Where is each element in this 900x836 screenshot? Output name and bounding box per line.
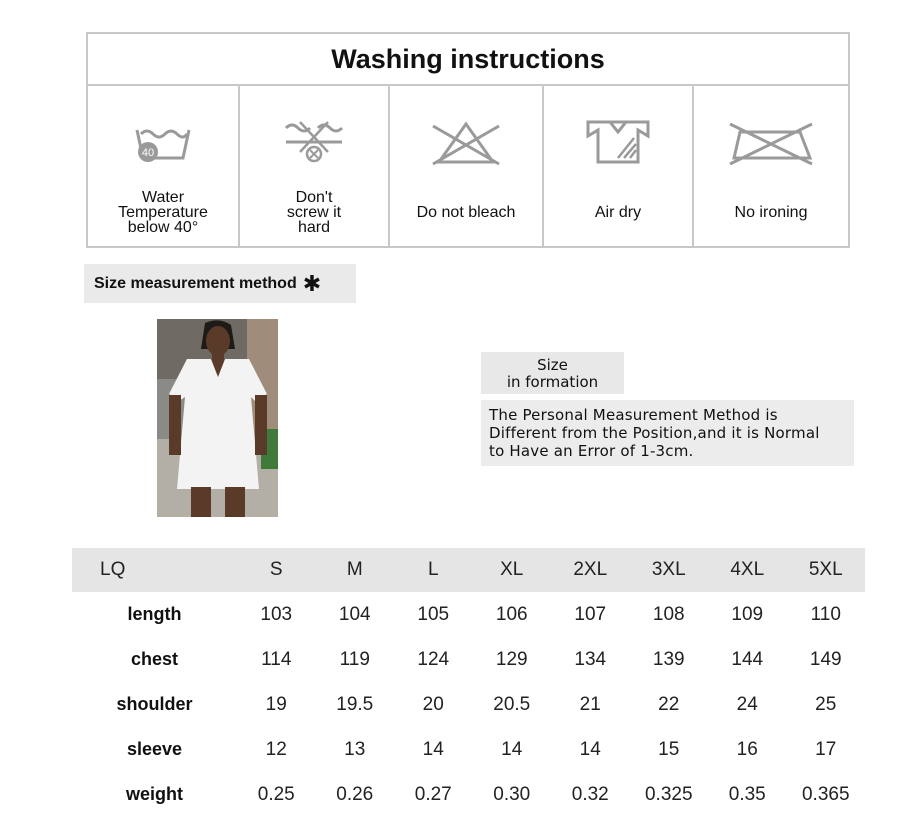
- wash-item-no-wring: [240, 86, 390, 246]
- table-cell: 20.5: [493, 693, 531, 715]
- table-cell: 15: [658, 738, 680, 760]
- table-cell: 0.325: [644, 783, 693, 805]
- table-cell: 103: [260, 603, 293, 625]
- table-cell: 129: [495, 648, 528, 670]
- table-cell: 109: [731, 603, 764, 625]
- wash-label-no-ironing: No ironing: [734, 204, 808, 221]
- washing-icons-row: [88, 86, 848, 246]
- table-cell: 105: [417, 603, 450, 625]
- table-cell: 17: [815, 738, 837, 760]
- measurement-label: chest: [130, 649, 179, 669]
- size-header: 5XL: [787, 548, 866, 592]
- note-line-3: to Have an Error of 1-3cm.: [489, 442, 694, 460]
- table-row: [72, 592, 865, 637]
- size-method-heading: [84, 264, 356, 303]
- table-cell: 22: [658, 693, 680, 715]
- no-ironing-icon: [726, 118, 816, 168]
- wash-label-temperature: Water Temperature below 40°: [118, 189, 208, 236]
- table-cell: 12: [265, 738, 287, 760]
- table-cell: 0.365: [801, 783, 850, 805]
- table-cell: 106: [495, 603, 528, 625]
- table-cell: 119: [339, 648, 370, 670]
- table-cell: 0.30: [493, 783, 531, 805]
- product-photo: [157, 319, 278, 517]
- size-header: 4XL: [708, 548, 787, 592]
- measurement-label: weight: [126, 784, 183, 804]
- table-cell: 13: [344, 738, 366, 760]
- table-cell: 19: [265, 693, 287, 715]
- table-cell: 0.35: [728, 783, 766, 805]
- table-row: [72, 682, 865, 727]
- table-cell: 108: [652, 603, 685, 625]
- table-cell: 0.26: [336, 783, 374, 805]
- size-header: XL: [473, 548, 552, 592]
- wash-item-no-bleach: [390, 86, 544, 246]
- size-info-line-2: in formation: [506, 373, 599, 391]
- wash-item-no-ironing: [694, 86, 848, 246]
- no-bleach-icon: [429, 118, 503, 168]
- wash-temp-badge: 40: [141, 147, 155, 159]
- asterisk-icon: ✱: [302, 270, 322, 296]
- washing-instructions-panel: [86, 32, 850, 248]
- measurement-label: length: [127, 604, 182, 624]
- table-cell: 144: [731, 648, 764, 670]
- size-method-label: Size measurement method: [94, 274, 297, 292]
- size-header: 2XL: [551, 548, 630, 592]
- table-cell: 124: [417, 648, 450, 670]
- table-cell: 0.27: [414, 783, 452, 805]
- table-cell: 14: [422, 738, 444, 760]
- table-cell: 14: [501, 738, 523, 760]
- size-information-tag: [481, 352, 624, 394]
- table-cell: 149: [809, 648, 842, 670]
- table-cell: 0.25: [257, 783, 295, 805]
- size-header: S: [237, 548, 316, 592]
- table-row: [72, 772, 865, 817]
- table-cell: 16: [736, 738, 758, 760]
- measurement-label: sleeve: [126, 739, 183, 759]
- size-chart-table: [72, 548, 865, 817]
- washing-title: Washing instructions: [88, 34, 848, 86]
- table-cell: 25: [815, 693, 837, 715]
- air-dry-icon: [584, 118, 652, 168]
- note-line-2: Different from the Position,and it is Normal: [489, 424, 820, 442]
- wash-label-no-wring: Don't screw it hard: [286, 189, 342, 236]
- wash-label-air-dry: Air dry: [594, 204, 642, 221]
- no-wring-icon: [284, 118, 344, 168]
- table-cell: 134: [574, 648, 607, 670]
- table-cell: 107: [574, 603, 607, 625]
- size-header: M: [316, 548, 395, 592]
- size-header: L: [394, 548, 473, 592]
- size-header-row: [72, 548, 865, 592]
- table-row: [72, 727, 865, 772]
- wash-tub-40-icon: [133, 118, 193, 168]
- table-cell: 104: [338, 603, 371, 625]
- size-corner-label: LQ: [72, 548, 237, 592]
- size-info-line-1: Size: [537, 356, 568, 374]
- table-cell: 139: [652, 648, 685, 670]
- table-cell: 20: [422, 693, 444, 715]
- table-cell: 110: [810, 603, 841, 625]
- wash-label-no-bleach: Do not bleach: [416, 204, 516, 221]
- table-cell: 114: [261, 648, 292, 670]
- note-line-1: The Personal Measurement Method is: [489, 406, 778, 424]
- table-cell: 19.5: [336, 693, 374, 715]
- measurement-label: shoulder: [116, 694, 193, 714]
- measurement-note: [481, 400, 854, 466]
- size-header: 3XL: [630, 548, 709, 592]
- table-cell: 21: [579, 693, 601, 715]
- table-cell: 24: [736, 693, 758, 715]
- wash-item-temperature: [88, 86, 240, 246]
- table-row: [72, 637, 865, 682]
- table-cell: 14: [579, 738, 601, 760]
- table-cell: 0.32: [571, 783, 609, 805]
- wash-item-air-dry: [544, 86, 694, 246]
